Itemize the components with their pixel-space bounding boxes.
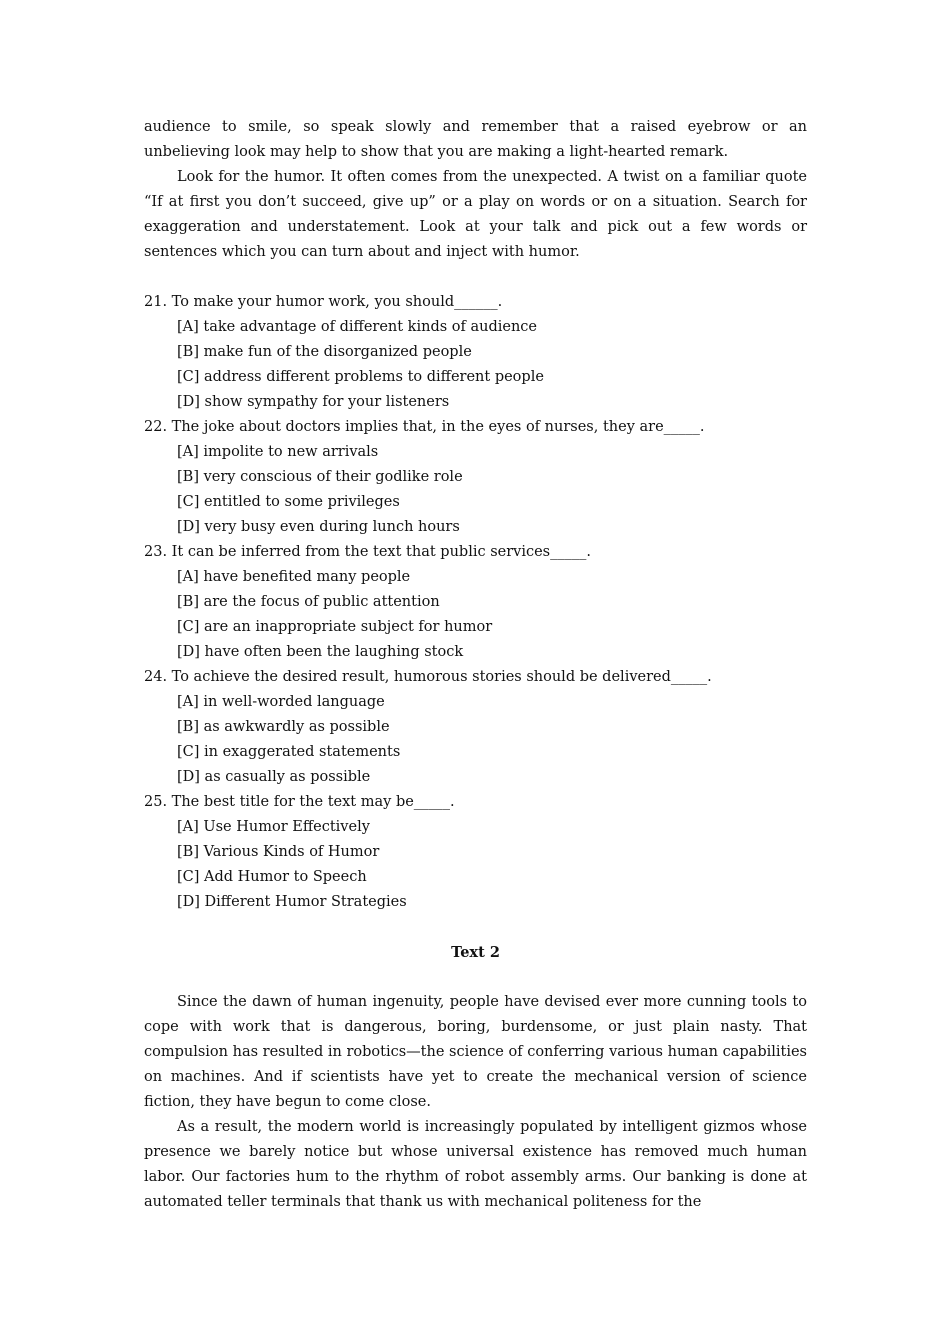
option-c: [C] in exaggerated statements bbox=[177, 744, 401, 760]
passage1-paragraph-2: Look for the humor. It often comes from the unexpected. A twist on a familiar quote “If at first you don’t succeed, give up” or a play on words or on a situation. Search for exaggeration and understatement. Look at your talk and pick out a few words or sentences which you can turn about and inject with humor. bbox=[144, 169, 807, 260]
question-stem: 22. The joke about doctors implies that, in the eyes of nurses, they are_____. bbox=[144, 419, 705, 435]
question-24 bbox=[144, 665, 807, 790]
option-b: [B] Various Kinds of Humor bbox=[177, 844, 380, 860]
option-b: [B] are the focus of public attention bbox=[177, 594, 440, 610]
option-a: [A] have benefited many people bbox=[177, 569, 411, 585]
passage2-paragraph-1: Since the dawn of human ingenuity, people have devised ever more cunning tools to cope with work that is dangerous, boring, burdensome, or just plain nasty. That compulsion has resulted in robotics—the science of conferring various human capabilities on machines. And if scientists have yet to create the mechanical version of science fiction, they have begun to come close. bbox=[144, 994, 807, 1110]
option-d: [D] as casually as possible bbox=[177, 769, 371, 785]
option-d: [D] Different Humor Strategies bbox=[177, 894, 407, 910]
option-a: [A] in well-worded language bbox=[177, 694, 385, 710]
option-b: [B] make fun of the disorganized people bbox=[177, 344, 472, 360]
option-a: [A] take advantage of different kinds of audience bbox=[177, 319, 538, 335]
option-a: [A] Use Humor Effectively bbox=[177, 819, 370, 835]
option-c: [C] Add Humor to Speech bbox=[177, 869, 367, 885]
question-21 bbox=[144, 290, 807, 415]
question-stem: 25. The best title for the text may be_____. bbox=[144, 794, 455, 810]
question-23 bbox=[144, 540, 807, 665]
question-25 bbox=[144, 790, 807, 915]
question-stem: 24. To achieve the desired result, humorous stories should be delivered_____. bbox=[144, 669, 712, 685]
spacer bbox=[144, 265, 807, 290]
question-22 bbox=[144, 415, 807, 540]
passage2-paragraph-2: As a result, the modern world is increasingly populated by intelligent gizmos whose presence we barely notice but whose universal existence has removed much human labor. Our factories hum to the rhythm of robot assembly arms. Our banking is done at automated teller terminals that thank us with mechanical politeness for the bbox=[144, 1119, 807, 1210]
question-stem: 21. To make your humor work, you should______. bbox=[144, 294, 503, 310]
question-stem: 23. It can be inferred from the text that public services_____. bbox=[144, 544, 591, 560]
option-d: [D] very busy even during lunch hours bbox=[177, 519, 460, 535]
option-c: [C] are an inappropriate subject for humor bbox=[177, 619, 493, 635]
option-b: [B] very conscious of their godlike role bbox=[177, 469, 463, 485]
option-d: [D] have often been the laughing stock bbox=[177, 644, 464, 660]
option-a: [A] impolite to new arrivals bbox=[177, 444, 379, 460]
spacer bbox=[144, 915, 807, 940]
spacer bbox=[144, 965, 807, 990]
section-title: Text 2 bbox=[451, 944, 500, 961]
option-c: [C] entitled to some privileges bbox=[177, 494, 400, 510]
passage1-paragraph-1: audience to smile, so speak slowly and remember that a raised eyebrow or an unbelieving look may help to show that you are making a light-hearted remark. bbox=[144, 119, 807, 160]
option-d: [D] show sympathy for your listeners bbox=[177, 394, 450, 410]
document-page bbox=[144, 115, 807, 1215]
option-b: [B] as awkwardly as possible bbox=[177, 719, 390, 735]
option-c: [C] address different problems to different people bbox=[177, 369, 544, 385]
